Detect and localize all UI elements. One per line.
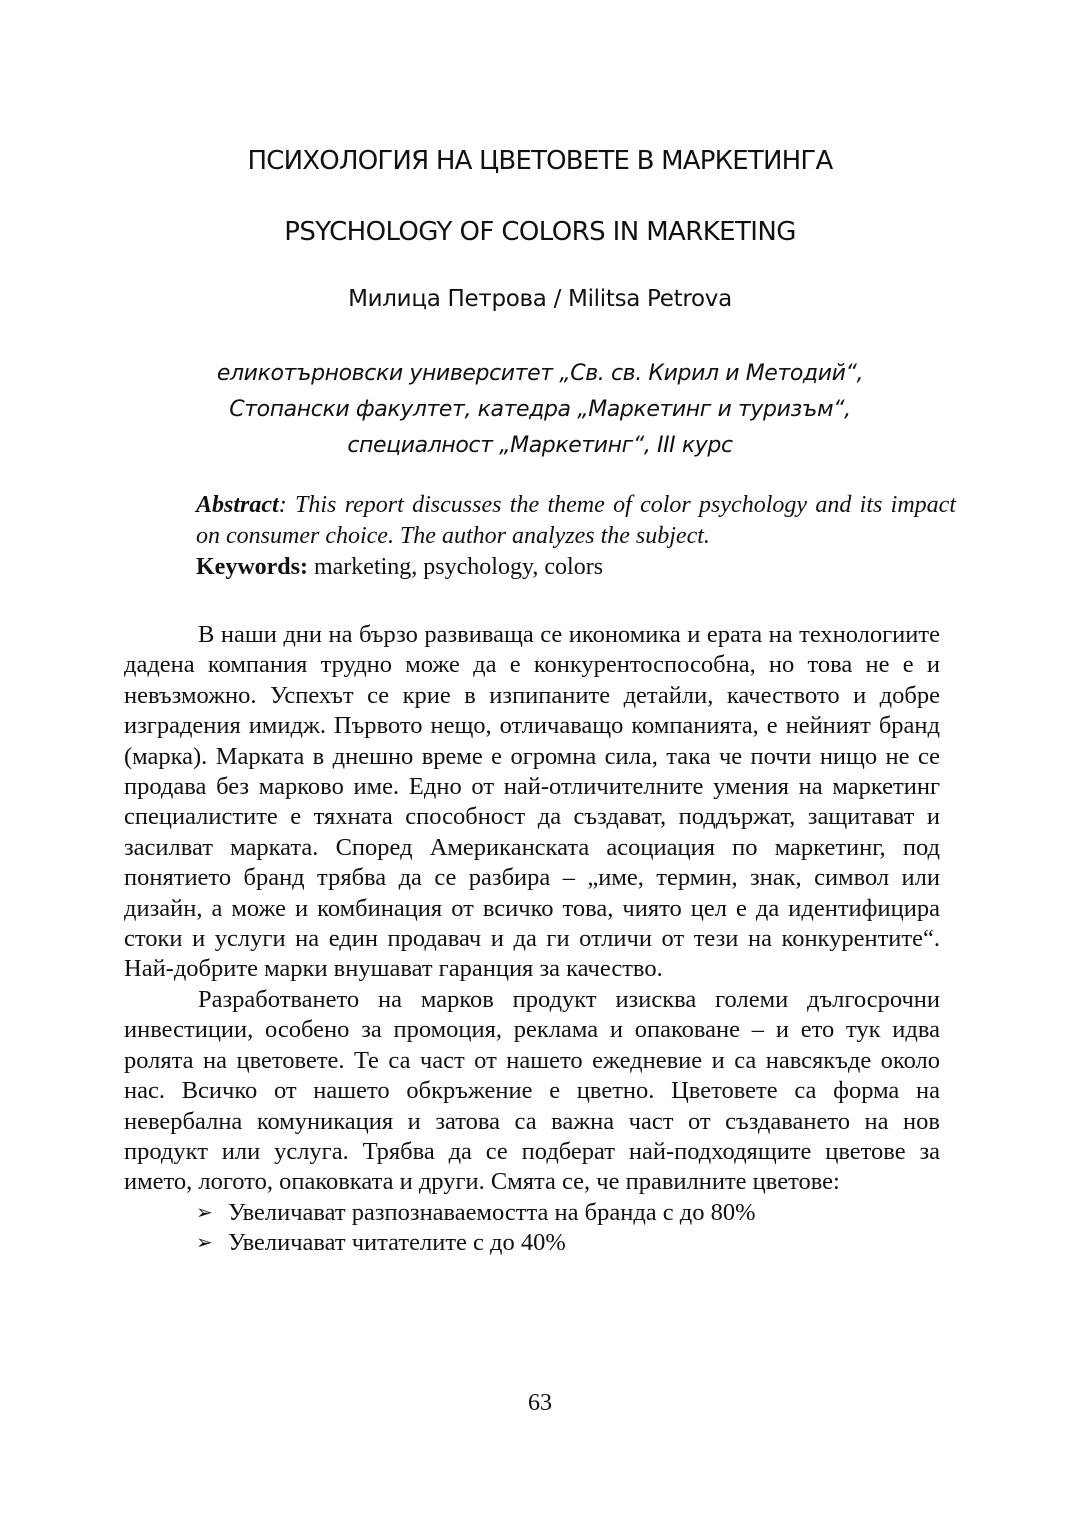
abstract-label: Abstract: [196, 492, 279, 518]
affiliation-block: [0, 356, 1080, 464]
abstract-text: : This report discusses the theme of color psychology and its impact on consumer choice. The author analyzes the subject.: [196, 492, 956, 549]
paragraph-2: Разработването на марков продукт изисква големи дългосрочни инвестиции, особено за промоция, реклама и опаковане – и ето тук идва ролята на цветовете. Те са част от нашето ежедневие и са навсякъде около нас. Всичко от нашето обкръжение е цветно. Цветовете са форма на невербална комуникация и затова са важна част от създаването на нов продукт или услуга. Трябва да се подберат най-подходящите цветове за името, логото, опаковката и други. Смята се, че правилните цветове:: [124, 985, 940, 1196]
body-text: [124, 620, 940, 1259]
paragraph-1: В наши дни на бързо развиваща се икономика и ерата на технологиите дадена компания трудно може да е конкурентоспособна, но това не е и невъзможно. Успехът се крие в изпипаните детайли, качеството и добре изградения имидж. Първото нещо, отличаващо компанията, е нейният бранд (марка). Марката в днешно време е огромна сила, така че почти нищо не се продава без марково име. Едно от най-отличителните умения на маркетинг специалистите е тяхната способност да създават, поддържат, защитават и засилват марката. Според Американската асоциация по маркетинг, под понятието бранд трябва да се разбира – „име, термин, знак, символ или дизайн, а може и комбинация от всичко това, чиято цел е да идентифицира стоки и услуги на един продавач и да ги отличи от тези на конкурентите“. Най-добрите марки внушават гаранция за качество.: [124, 621, 940, 983]
author-name: Милица Петрова / Militsa Petrova: [348, 286, 732, 312]
keywords-line: [196, 552, 956, 583]
bullet-text-1: Увеличават разпознаваемостта на бранда с до 80%: [228, 1198, 756, 1226]
bullet-item-1: [124, 1198, 940, 1228]
affiliation-line-1: еликотърновски университет „Св. св. Кирил и Методий“,: [216, 361, 864, 386]
abstract-text-block: [196, 490, 956, 552]
arrow-bullet-icon: ➢: [196, 1201, 213, 1224]
bullet-text-2: Увеличават читателите с до 40%: [228, 1229, 566, 1257]
keywords-label: Keywords:: [196, 554, 308, 580]
affiliation-line-3: специалност „Маркетинг“, III курс: [347, 433, 733, 458]
bullet-item-2: [124, 1228, 940, 1258]
abstract-block: [196, 490, 956, 583]
bullet-list: [124, 1198, 940, 1259]
title-bulgarian: ПСИХОЛОГИЯ НА ЦВЕТОВЕТЕ В МАРКЕТИНГА: [247, 146, 833, 176]
arrow-bullet-icon: ➢: [196, 1232, 213, 1255]
keywords-text: marketing, psychology, colors: [307, 554, 604, 580]
page-number: 63: [528, 1390, 552, 1416]
affiliation-line-2: Стопански факултет, катедра „Маркетинг и туризъм“,: [229, 397, 851, 422]
title-english: PSYCHOLOGY OF COLORS IN MARKETING: [284, 217, 796, 247]
